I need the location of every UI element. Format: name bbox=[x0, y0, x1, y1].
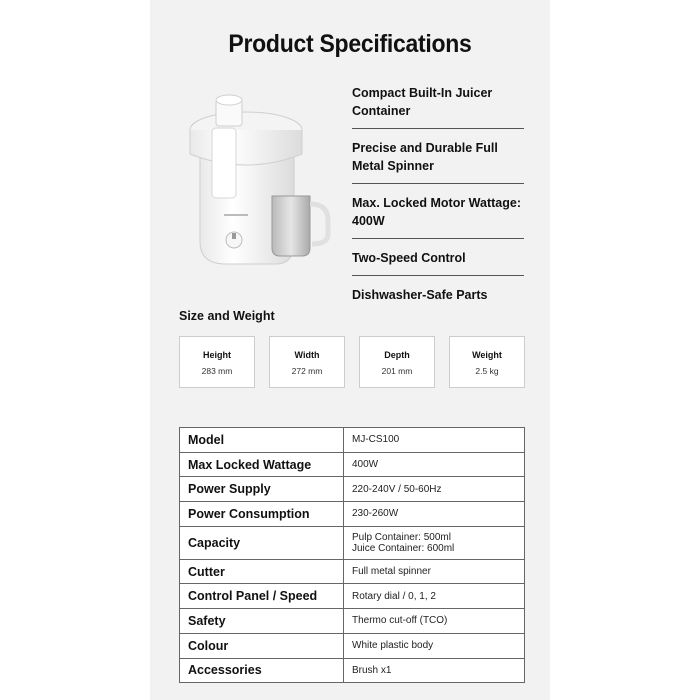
card-label: Depth bbox=[384, 350, 410, 360]
size-card-depth bbox=[359, 336, 435, 388]
card-value: 2.5 kg bbox=[475, 366, 499, 376]
spec-value: Rotary dial / 0, 1, 2 bbox=[344, 584, 525, 609]
spec-value: White plastic body bbox=[344, 633, 525, 658]
table-row bbox=[180, 502, 525, 527]
spec-value bbox=[344, 526, 525, 559]
spec-key: Colour bbox=[180, 633, 344, 658]
spec-value: Brush x1 bbox=[344, 658, 525, 683]
feature-list bbox=[352, 84, 524, 322]
table-row bbox=[180, 658, 525, 683]
feature-item: Two-Speed Control bbox=[352, 249, 524, 276]
spec-value-line: Pulp Container: 500ml bbox=[352, 531, 451, 543]
table-row bbox=[180, 633, 525, 658]
spec-key: Capacity bbox=[180, 526, 344, 559]
size-weight-heading: Size and Weight bbox=[179, 309, 275, 323]
feature-item: Dishwasher-Safe Parts bbox=[352, 288, 488, 302]
spec-key: Power Supply bbox=[180, 477, 344, 502]
table-row bbox=[180, 526, 525, 559]
spec-key: Model bbox=[180, 428, 344, 453]
size-card-height bbox=[179, 336, 255, 388]
spec-key: Power Consumption bbox=[180, 502, 344, 527]
feature-item: Precise and Durable Full Metal Spinner bbox=[352, 139, 524, 184]
spec-key: Accessories bbox=[180, 658, 344, 683]
size-card-weight bbox=[449, 336, 525, 388]
card-label: Height bbox=[203, 350, 231, 360]
spec-value-line: Juice Container: 600ml bbox=[352, 542, 455, 554]
spec-value: Full metal spinner bbox=[344, 559, 525, 584]
table-row bbox=[180, 428, 525, 453]
spec-key: Control Panel / Speed bbox=[180, 584, 344, 609]
feature-item: Compact Built-In Juicer Container bbox=[352, 84, 524, 129]
table-row bbox=[180, 609, 525, 634]
card-label: Weight bbox=[472, 350, 502, 360]
spec-value: 400W bbox=[344, 452, 525, 477]
juicer-product-image bbox=[178, 92, 340, 270]
page-title: Product Specifications bbox=[228, 30, 472, 58]
size-card-width bbox=[269, 336, 345, 388]
card-value: 283 mm bbox=[201, 366, 233, 376]
spec-key: Cutter bbox=[180, 559, 344, 584]
spec-table bbox=[179, 427, 525, 683]
size-cards bbox=[179, 336, 525, 388]
card-value: 272 mm bbox=[291, 366, 323, 376]
spec-value: MJ-CS100 bbox=[344, 428, 525, 453]
table-row bbox=[180, 452, 525, 477]
card-value: 201 mm bbox=[381, 366, 413, 376]
spec-value: 220-240V / 50-60Hz bbox=[344, 477, 525, 502]
table-row bbox=[180, 584, 525, 609]
table-row bbox=[180, 559, 525, 584]
card-label: Width bbox=[294, 350, 320, 360]
spec-key: Safety bbox=[180, 609, 344, 634]
spec-value: 230-260W bbox=[344, 502, 525, 527]
spec-key: Max Locked Wattage bbox=[180, 452, 344, 477]
table-row bbox=[180, 477, 525, 502]
spec-value: Thermo cut-off (TCO) bbox=[344, 609, 525, 634]
feature-item: Max. Locked Motor Wattage: 400W bbox=[352, 194, 524, 239]
